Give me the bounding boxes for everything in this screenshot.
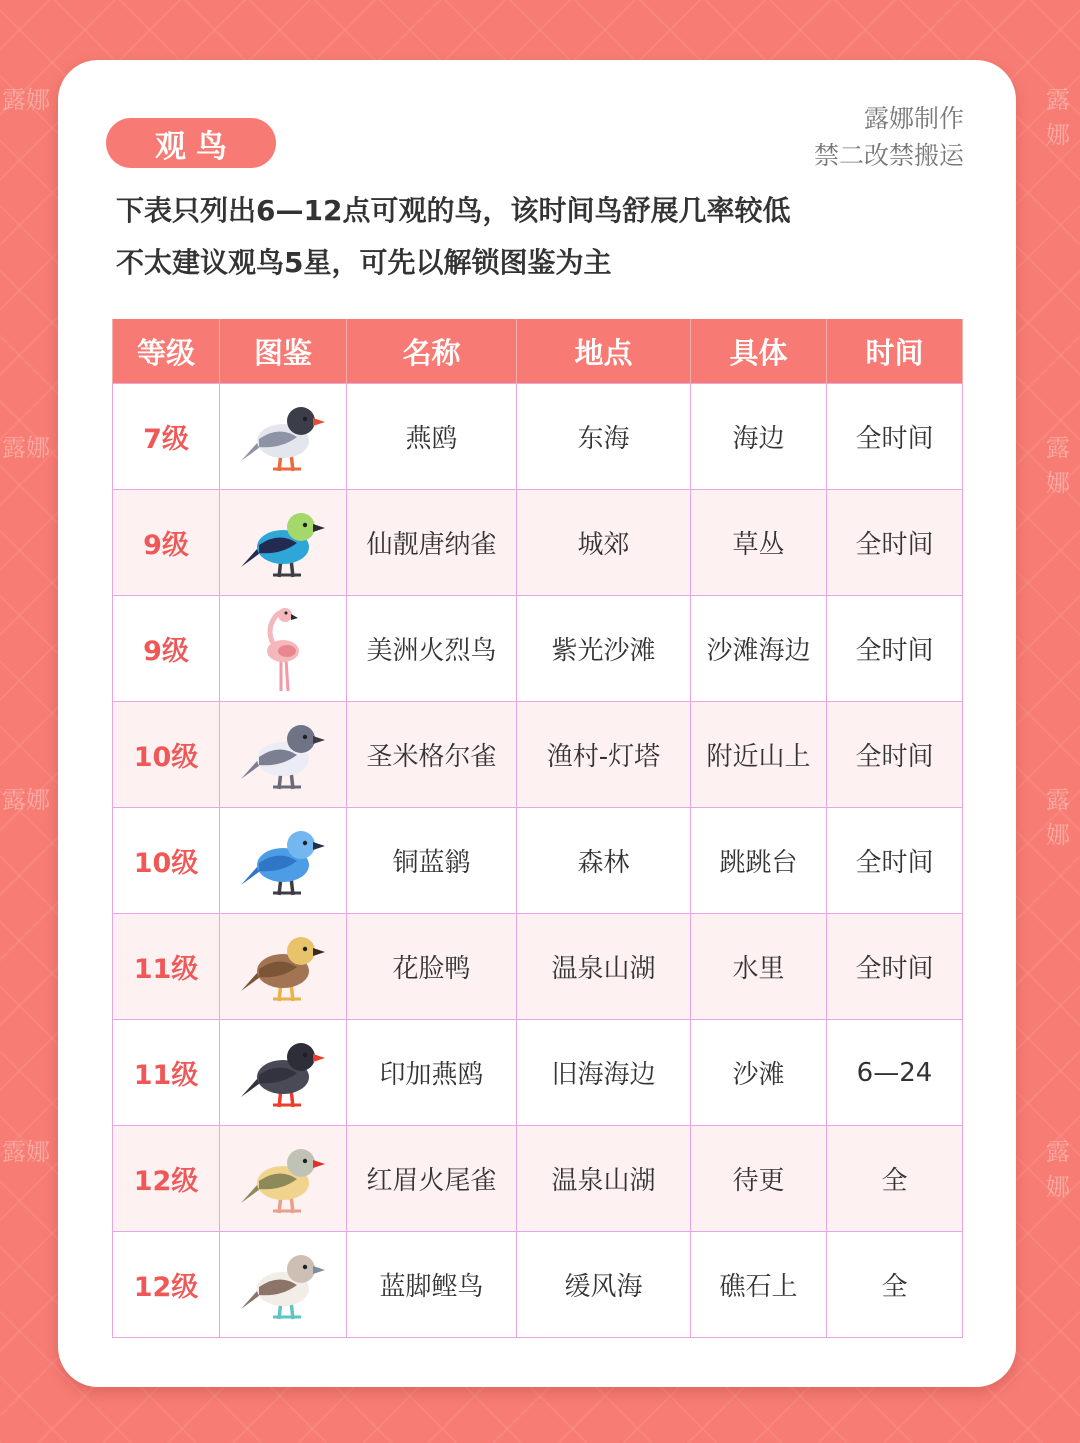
paradise-tanager-bird-icon bbox=[235, 495, 331, 591]
watermark: 露娜 bbox=[1046, 86, 1070, 149]
credit-notice: 禁二改禁搬运 bbox=[813, 141, 964, 170]
bird-icon-cell bbox=[220, 384, 347, 490]
credit-author: 露娜制作 bbox=[863, 104, 964, 133]
content-card bbox=[58, 60, 1016, 1387]
watermark: 露娜 bbox=[2, 1138, 50, 1166]
table-row bbox=[113, 384, 963, 490]
place-cell: 温泉山湖 bbox=[517, 914, 691, 1020]
place-cell: 紫光沙滩 bbox=[517, 596, 691, 702]
header-icon: 图鉴 bbox=[220, 319, 347, 384]
header-time: 时间 bbox=[827, 319, 963, 384]
bird-name-cell: 圣米格尔雀 bbox=[347, 702, 517, 808]
level-cell: 9级 bbox=[113, 490, 220, 596]
intro-line: 不太建议观鸟5星，可先以解锁图鉴为主 bbox=[116, 246, 612, 279]
bird-icon-cell bbox=[220, 490, 347, 596]
level-cell: 12级 bbox=[113, 1126, 220, 1232]
table-row bbox=[113, 702, 963, 808]
flamingo-bird-icon bbox=[235, 601, 331, 697]
detail-cell: 沙滩海边 bbox=[691, 596, 827, 702]
detail-cell: 跳跳台 bbox=[691, 808, 827, 914]
watermark: 露娜 bbox=[2, 86, 50, 114]
bird-name-cell: 花脸鸭 bbox=[347, 914, 517, 1020]
red-browed-firetail-icon bbox=[235, 1131, 331, 1227]
header-detail: 具体 bbox=[691, 319, 827, 384]
watermark: 露娜 bbox=[2, 786, 50, 814]
bird-name-cell: 美洲火烈鸟 bbox=[347, 596, 517, 702]
time-cell: 全时间 bbox=[827, 808, 963, 914]
tern-bird-icon bbox=[235, 389, 331, 485]
place-cell: 东海 bbox=[517, 384, 691, 490]
bird-icon-cell bbox=[220, 596, 347, 702]
level-cell: 7级 bbox=[113, 384, 220, 490]
table-row bbox=[113, 914, 963, 1020]
detail-cell: 沙滩 bbox=[691, 1020, 827, 1126]
time-cell: 全时间 bbox=[827, 490, 963, 596]
detail-cell: 海边 bbox=[691, 384, 827, 490]
place-cell: 渔村-灯塔 bbox=[517, 702, 691, 808]
bird-name-cell: 铜蓝鹟 bbox=[347, 808, 517, 914]
table-header-row bbox=[113, 319, 963, 384]
detail-cell: 待更 bbox=[691, 1126, 827, 1232]
level-cell: 10级 bbox=[113, 702, 220, 808]
header-name: 名称 bbox=[347, 319, 517, 384]
table-row bbox=[113, 596, 963, 702]
detail-cell: 附近山上 bbox=[691, 702, 827, 808]
inca-tern-bird-icon bbox=[235, 1025, 331, 1121]
bird-icon-cell bbox=[220, 1126, 347, 1232]
page-title: 观鸟 bbox=[106, 118, 276, 168]
bird-name-cell: 印加燕鸥 bbox=[347, 1020, 517, 1126]
bird-name-cell: 仙靓唐纳雀 bbox=[347, 490, 517, 596]
place-cell: 旧海海边 bbox=[517, 1020, 691, 1126]
bird-icon-cell bbox=[220, 1232, 347, 1338]
place-cell: 城郊 bbox=[517, 490, 691, 596]
level-cell: 9级 bbox=[113, 596, 220, 702]
time-cell: 全时间 bbox=[827, 596, 963, 702]
table-row bbox=[113, 490, 963, 596]
blue-footed-booby-icon bbox=[235, 1237, 331, 1333]
bird-table bbox=[112, 319, 963, 1338]
intro-line: 下表只列出6—12点可观的鸟，该时间鸟舒展几率较低 bbox=[116, 194, 791, 227]
time-cell: 全 bbox=[827, 1126, 963, 1232]
time-cell: 全时间 bbox=[827, 702, 963, 808]
watermark: 露娜 bbox=[1046, 434, 1070, 497]
detail-cell: 草丛 bbox=[691, 490, 827, 596]
san-miguel-sparrow-icon bbox=[235, 707, 331, 803]
watermark: 露娜 bbox=[1046, 1138, 1070, 1201]
header-place: 地点 bbox=[517, 319, 691, 384]
detail-cell: 礁石上 bbox=[691, 1232, 827, 1338]
table-row bbox=[113, 1020, 963, 1126]
bird-icon-cell bbox=[220, 702, 347, 808]
place-cell: 森林 bbox=[517, 808, 691, 914]
place-cell: 缓风海 bbox=[517, 1232, 691, 1338]
bird-name-cell: 蓝脚鲣鸟 bbox=[347, 1232, 517, 1338]
watermark: 露娜 bbox=[2, 434, 50, 462]
bird-icon-cell bbox=[220, 1020, 347, 1126]
level-cell: 10级 bbox=[113, 808, 220, 914]
bird-name-cell: 燕鸥 bbox=[347, 384, 517, 490]
baikal-teal-duck-icon bbox=[235, 919, 331, 1015]
detail-cell: 水里 bbox=[691, 914, 827, 1020]
time-cell: 全时间 bbox=[827, 384, 963, 490]
verditer-flycatcher-icon bbox=[235, 813, 331, 909]
time-cell: 全时间 bbox=[827, 914, 963, 1020]
header-level: 等级 bbox=[113, 319, 220, 384]
time-cell: 全 bbox=[827, 1232, 963, 1338]
bird-icon-cell bbox=[220, 914, 347, 1020]
level-cell: 11级 bbox=[113, 914, 220, 1020]
watermark: 露娜 bbox=[1046, 786, 1070, 849]
credit-block bbox=[814, 100, 964, 174]
level-cell: 12级 bbox=[113, 1232, 220, 1338]
level-cell: 11级 bbox=[113, 1020, 220, 1126]
bird-icon-cell bbox=[220, 808, 347, 914]
time-cell: 6—24 bbox=[827, 1020, 963, 1126]
table-row bbox=[113, 808, 963, 914]
table-row bbox=[113, 1126, 963, 1232]
intro-text bbox=[116, 185, 790, 289]
bird-name-cell: 红眉火尾雀 bbox=[347, 1126, 517, 1232]
place-cell: 温泉山湖 bbox=[517, 1126, 691, 1232]
table-row bbox=[113, 1232, 963, 1338]
